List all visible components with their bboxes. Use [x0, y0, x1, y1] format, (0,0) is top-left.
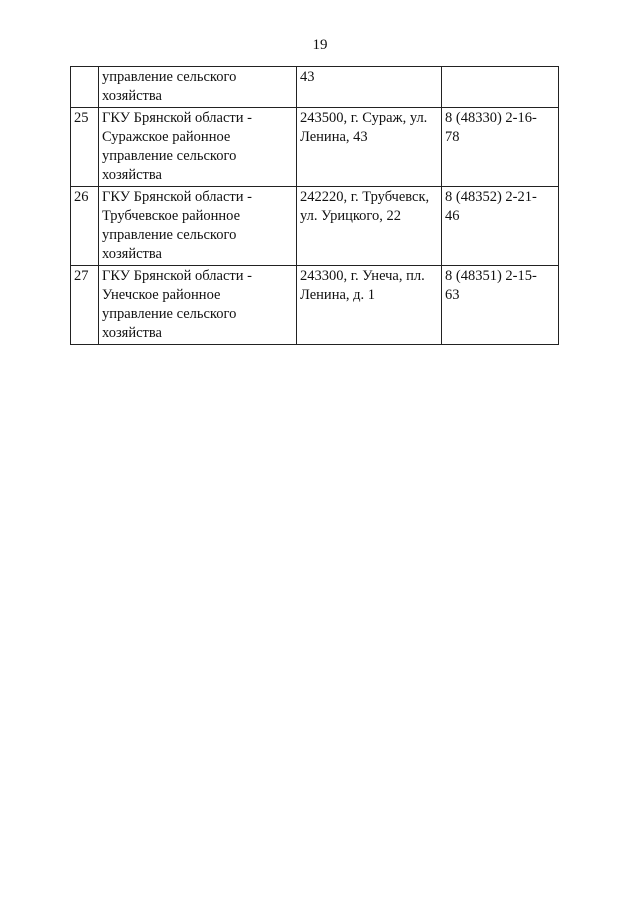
agency-name-line: управление сельского — [102, 148, 237, 164]
phone-line: 46 — [445, 208, 460, 224]
agency-name-cell — [99, 108, 297, 187]
table-row — [71, 266, 559, 345]
address-line: 243500, г. Сураж, ул. — [300, 110, 428, 126]
row-number: 27 — [71, 266, 99, 345]
agency-name-line: Суражское районное — [102, 129, 231, 145]
phone-line: 63 — [445, 287, 460, 303]
phone-line: 8 (48352) 2-21- — [445, 189, 537, 205]
agency-table — [70, 66, 559, 345]
address-line: 242220, г. Трубчевск, — [300, 189, 430, 205]
table-row — [71, 67, 559, 108]
phone-line: 78 — [445, 129, 460, 145]
table-row — [71, 187, 559, 266]
agency-name-cell — [99, 67, 297, 108]
agency-name-line: ГКУ Брянской области - — [102, 110, 252, 126]
agency-name-line: ГКУ Брянской области - — [102, 268, 252, 284]
row-number: 26 — [71, 187, 99, 266]
phone-cell — [442, 108, 559, 187]
page-number: 19 — [312, 37, 328, 53]
address-line: 43 — [300, 69, 315, 85]
phone-cell — [442, 67, 559, 108]
phone-line: 8 (48330) 2-16- — [445, 110, 537, 126]
phone-line: 8 (48351) 2-15- — [445, 268, 537, 284]
address-cell — [297, 108, 442, 187]
address-cell — [297, 266, 442, 345]
agency-name-line: управление сельского — [102, 306, 237, 322]
agency-name-line: управление сельского — [102, 227, 237, 243]
agency-name-line: хозяйства — [102, 88, 162, 104]
phone-cell — [442, 187, 559, 266]
agency-name-line: хозяйства — [102, 325, 162, 341]
agency-name-line: хозяйства — [102, 246, 162, 262]
address-line: ул. Урицкого, 22 — [300, 208, 402, 224]
address-line: Ленина, д. 1 — [300, 287, 376, 303]
phone-cell — [442, 266, 559, 345]
agency-name-line: Трубчевское районное — [102, 208, 241, 224]
agency-name-line: хозяйства — [102, 167, 162, 183]
agency-name-line: ГКУ Брянской области - — [102, 189, 252, 205]
table-row — [71, 108, 559, 187]
row-number: 25 — [71, 108, 99, 187]
row-number — [71, 67, 99, 108]
address-cell — [297, 187, 442, 266]
agency-name-cell — [99, 187, 297, 266]
address-line: 243300, г. Унеча, пл. — [300, 268, 425, 284]
agency-name-line: Унечское районное — [102, 287, 221, 303]
address-cell — [297, 67, 442, 108]
agency-name-line: управление сельского — [102, 69, 237, 85]
agency-name-cell — [99, 266, 297, 345]
address-line: Ленина, 43 — [300, 129, 368, 145]
